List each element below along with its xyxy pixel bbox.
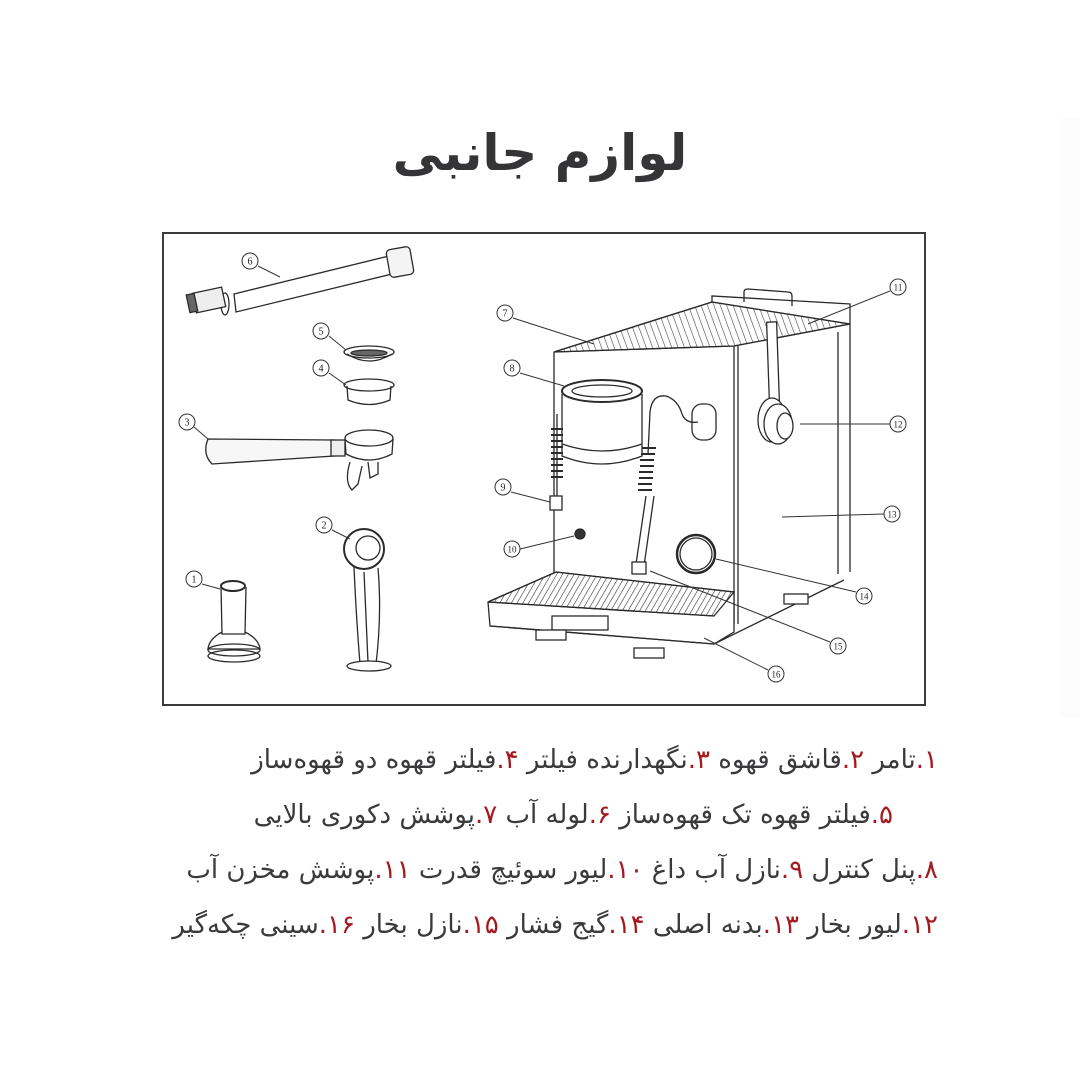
legend-label: گیج فشار (507, 910, 609, 940)
legend-num: ۱۶. (318, 910, 364, 940)
legend-num: ۱۰. (607, 855, 652, 885)
legend-label: پوشش مخزن آب (186, 855, 375, 885)
legend-label: تامر (872, 745, 916, 775)
legend-label: لوله آب (505, 800, 589, 830)
legend-line-3 (138, 843, 938, 898)
callout-11 (890, 279, 906, 295)
legend-label: فیلتر قهوه دو قهوه‌ساز (251, 745, 497, 775)
callout-8 (504, 360, 520, 376)
legend-label: قاشق قهوه (718, 745, 842, 775)
legend-num: ۶. (588, 800, 620, 830)
page-title: لوازم جانبی (392, 124, 688, 182)
parts-diagram (162, 232, 926, 706)
legend-num: ۱۵. (462, 910, 508, 940)
legend-num: ۸. (915, 855, 938, 885)
legend-label: پنل کنترل (811, 855, 916, 885)
svg-text:2: 2 (321, 520, 327, 532)
legend-label: بدنه اصلی (652, 910, 763, 940)
callout-4 (313, 360, 329, 376)
svg-text:6: 6 (247, 256, 253, 268)
legend-num: ۷. (475, 800, 506, 830)
legend-num: ۱۲. (901, 910, 938, 940)
svg-text:12: 12 (893, 419, 903, 430)
legend-label: نازل بخار (363, 910, 463, 940)
callout-5 (313, 323, 329, 339)
callout-7 (497, 305, 513, 321)
legend-label: فیلتر قهوه تک قهوه‌ساز (619, 800, 871, 830)
svg-text:5: 5 (318, 326, 324, 338)
legend-num: ۱۱. (374, 855, 419, 885)
legend-label: نگهدارنده فیلتر (526, 745, 688, 775)
svg-text:13: 13 (887, 509, 897, 520)
svg-text:16: 16 (771, 669, 781, 680)
callout-12 (890, 416, 906, 432)
legend-num: ۱۴. (608, 910, 653, 940)
callout-3 (179, 414, 195, 430)
svg-text:7: 7 (502, 308, 508, 320)
legend-label: پوشش دکوری بالایی (253, 800, 475, 830)
callout-16 (768, 666, 784, 682)
svg-text:14: 14 (859, 591, 869, 602)
legend-label: لیور بخار (807, 910, 902, 940)
legend-line-2 (138, 788, 938, 843)
callout-13 (884, 506, 900, 522)
svg-text:11: 11 (893, 282, 903, 293)
svg-text:15: 15 (833, 641, 843, 652)
legend-num: ۹. (780, 855, 812, 885)
callout-9 (495, 479, 511, 495)
parts-legend (138, 733, 938, 953)
legend-num: ۵. (870, 800, 893, 830)
callout-15 (830, 638, 846, 654)
legend-label: لیور سوئیچ قدرت (418, 855, 608, 885)
svg-text:8: 8 (509, 363, 515, 375)
callout-1 (186, 571, 202, 587)
legend-num: ۳. (687, 745, 719, 775)
legend-num: ۲. (841, 745, 873, 775)
legend-label: نازل آب داغ (651, 855, 781, 885)
callout-14 (856, 588, 872, 604)
legend-line-4 (138, 898, 938, 953)
svg-text:10: 10 (507, 544, 517, 555)
callout-10 (504, 541, 520, 557)
background-edge (1060, 118, 1080, 718)
callout-6 (242, 253, 258, 269)
legend-num: ۱. (915, 745, 938, 775)
legend-line-1 (138, 733, 938, 788)
svg-text:3: 3 (184, 417, 190, 429)
svg-text:1: 1 (191, 574, 197, 586)
legend-num: ۴. (496, 745, 527, 775)
svg-text:9: 9 (500, 482, 506, 494)
legend-num: ۱۳. (762, 910, 808, 940)
legend-label: سینی چکه‌گیر (172, 910, 319, 940)
callout-2 (316, 517, 332, 533)
svg-text:4: 4 (318, 363, 324, 375)
